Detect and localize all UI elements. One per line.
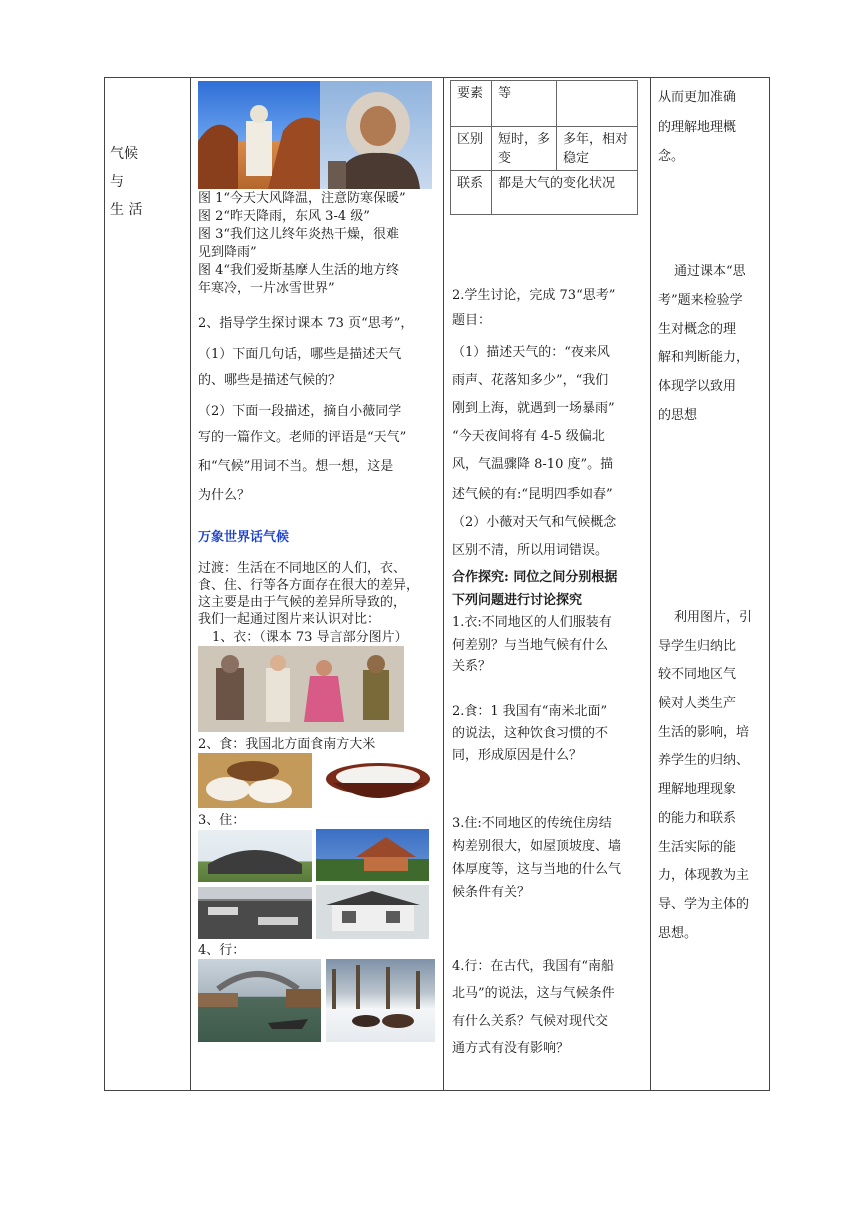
guide-text: 2、指导学生探讨课本 73 页“思考”，: [198, 316, 414, 331]
topic-line: 与: [110, 174, 124, 190]
section-title: 万象世界话气候: [198, 530, 290, 545]
caption-fig1: 图 1“今天大风降温，注意防寒保暖”: [198, 191, 406, 206]
intent-text: 养学生的归纳、: [658, 753, 750, 768]
intent-text: 从而更加准确: [658, 90, 737, 105]
transition-text: 这主要是由于气候的差异所导致的，: [198, 595, 407, 610]
rooftops-illustration: [198, 887, 312, 939]
caption-fig3: 图 3“我们这儿终年炎热干燥，很难: [198, 227, 400, 242]
desert-person-illustration: [198, 81, 320, 189]
question-food: 2.食：1 我国有“南米北面”: [452, 704, 608, 719]
sled-illustration: [326, 959, 435, 1042]
answer-text: 刚到上海，就遇到一场暴雨”: [452, 401, 615, 416]
intent-text: 思想。: [658, 926, 698, 941]
steamed-bun-photo: [198, 753, 312, 808]
eskimo-photo: [320, 81, 432, 189]
question-text: （1）下面几句话，哪些是描述天气: [198, 347, 402, 362]
question-housing: 构差别很大，如屋顶坡度、墙: [452, 839, 622, 854]
weather-climate-table: [450, 80, 638, 215]
clothing-figures-illustration: [198, 646, 404, 732]
intent-text: 体现学以致用: [658, 379, 737, 394]
rice-bowl-photo: [323, 757, 433, 809]
answer-text: “今天夜间将有 4-5 级偏北: [452, 429, 605, 444]
question-travel: 通方式有没有影响？: [452, 1041, 570, 1056]
intent-text: 理解地理现象: [658, 782, 737, 797]
intent-text: 生活的影响，培: [658, 725, 750, 740]
intent-text: 通过课本“思: [674, 264, 746, 279]
intent-text: 念。: [658, 149, 685, 164]
question-text: （2）下面一段描述，摘自小薇同学: [198, 404, 402, 419]
table-cell: 多年，相对稳定: [557, 127, 638, 171]
answer-text: 述气候的有:“昆明四季如春”: [452, 487, 613, 502]
horse-sled-photo: [326, 959, 435, 1042]
question-clothing: 1.衣:不同地区的人们服装有: [452, 615, 612, 630]
caption-fig4: 年寒冷，一片冰雪世界”: [198, 281, 335, 296]
answer-text: 区别不清，所以用词错误。: [452, 543, 609, 558]
caption-fig4: 图 4“我们爱斯基摩人生活的地方终: [198, 263, 400, 278]
transition-text: 食、住、行等各方面存在很大的差异，: [198, 578, 420, 593]
intent-text: 的理解地理概: [658, 120, 737, 135]
question-text: 写的一篇作文。老师的评语是“天气”: [198, 430, 407, 445]
clothing-photo: [198, 646, 404, 732]
cooperative-heading: 下列问题进行讨论探究: [452, 593, 583, 608]
intent-text: 导学生归纳比: [658, 639, 737, 654]
question-housing: 候条件有关？: [452, 885, 531, 900]
clothing-label: 1、衣：（课本 73 导言部分图片）: [212, 630, 408, 645]
food-label: 2、食：我国北方面食南方大米: [198, 737, 376, 752]
question-food: 同，形成原因是什么？: [452, 748, 583, 763]
intent-text: 候对人类生产: [658, 696, 737, 711]
question-travel: 有什么关系？气候对现代交: [452, 1014, 609, 1029]
intent-text: 生对概念的理: [658, 322, 737, 337]
yurt-photo: [198, 830, 312, 882]
canal-boat-photo: [198, 959, 321, 1042]
table-cell: 短时，多变: [492, 127, 557, 171]
question-travel: 北马”的说法，这与气候条件: [452, 986, 615, 1001]
intent-text: 导、学为主体的: [658, 897, 750, 912]
question-clothing: 何差别？与当地气候有什么: [452, 638, 609, 653]
intent-text: 较不同地区气: [658, 667, 737, 682]
watertown-house-illustration: [316, 885, 429, 939]
desert-photo: [198, 81, 320, 189]
question-text: 的、哪些是描述气候的？: [198, 373, 342, 388]
intent-text: 考”题来检验学: [658, 293, 743, 308]
intent-text: 利用图片，引: [674, 610, 753, 625]
transition-text: 过渡：生活在不同地区的人们，衣、: [198, 561, 407, 576]
bamboo-house-illustration: [316, 829, 429, 881]
answer-text: 风，气温骤降 8-10 度”。描: [452, 457, 614, 472]
question-clothing: 关系？: [452, 659, 492, 674]
housing-label: 3、住：: [198, 813, 246, 828]
caption-fig3: 见到降雨”: [198, 245, 257, 260]
column-divider: [443, 77, 444, 1091]
eskimo-person-illustration: [320, 81, 432, 189]
village-rooftops-photo: [198, 887, 312, 939]
question-food: 的说法，这种饮食习惯的不: [452, 726, 609, 741]
question-housing: 体厚度等，这与当地的什么气: [452, 862, 622, 877]
intent-text: 力，体现教为主: [658, 868, 750, 883]
table-row: [451, 81, 638, 127]
watertown-house-photo: [316, 885, 429, 939]
table-cell: 都是大气的变化状况: [492, 171, 638, 215]
table-row: [451, 171, 638, 215]
caption-fig2: 图 2“昨天降雨，东风 3-4 级”: [198, 209, 370, 224]
topic-line: 气候: [110, 146, 138, 162]
bun-illustration: [198, 753, 312, 808]
intent-text: 的思想: [658, 408, 698, 423]
topic-label: [110, 140, 170, 224]
intent-text: 解和判断能力，: [658, 350, 750, 365]
bamboo-house-photo: [316, 829, 429, 881]
cooperative-heading: 合作探究: 同位之间分别根据: [452, 570, 618, 585]
topic-line: 生 活: [110, 202, 143, 218]
table-row: [451, 127, 638, 171]
yurt-illustration: [198, 830, 312, 882]
question-text: 为什么？: [198, 488, 251, 503]
answer-text: 雨声、花落知多少”，“我们: [452, 373, 609, 388]
table-cell: 联系: [451, 171, 492, 215]
column-divider: [650, 77, 651, 1091]
rice-bowl-illustration: [323, 757, 433, 809]
table-cell: 等: [492, 81, 557, 127]
canal-illustration: [198, 959, 321, 1042]
discussion-text: 2.学生讨论，完成 73“思考”: [452, 288, 616, 303]
answer-text: （2）小薇对天气和气候概念: [452, 515, 617, 530]
discussion-text: 题目：: [452, 313, 492, 328]
question-text: 和“气候”用词不当。想一想，这是: [198, 459, 394, 474]
transition-text: 我们一起通过图片来认识对比：: [198, 612, 381, 627]
table-cell: [557, 81, 638, 127]
answer-text: （1）描述天气的：“夜来风: [452, 345, 610, 360]
intent-text: 的能力和联系: [658, 811, 737, 826]
table-cell: 区别: [451, 127, 492, 171]
question-travel: 4.行：在古代，我国有“南船: [452, 959, 615, 974]
question-housing: 3.住:不同地区的传统住房结: [452, 816, 612, 831]
table-cell: 要素: [451, 81, 492, 127]
travel-label: 4、行：: [198, 943, 246, 958]
column-divider: [190, 77, 191, 1091]
intent-text: 生活实际的能: [658, 840, 737, 855]
